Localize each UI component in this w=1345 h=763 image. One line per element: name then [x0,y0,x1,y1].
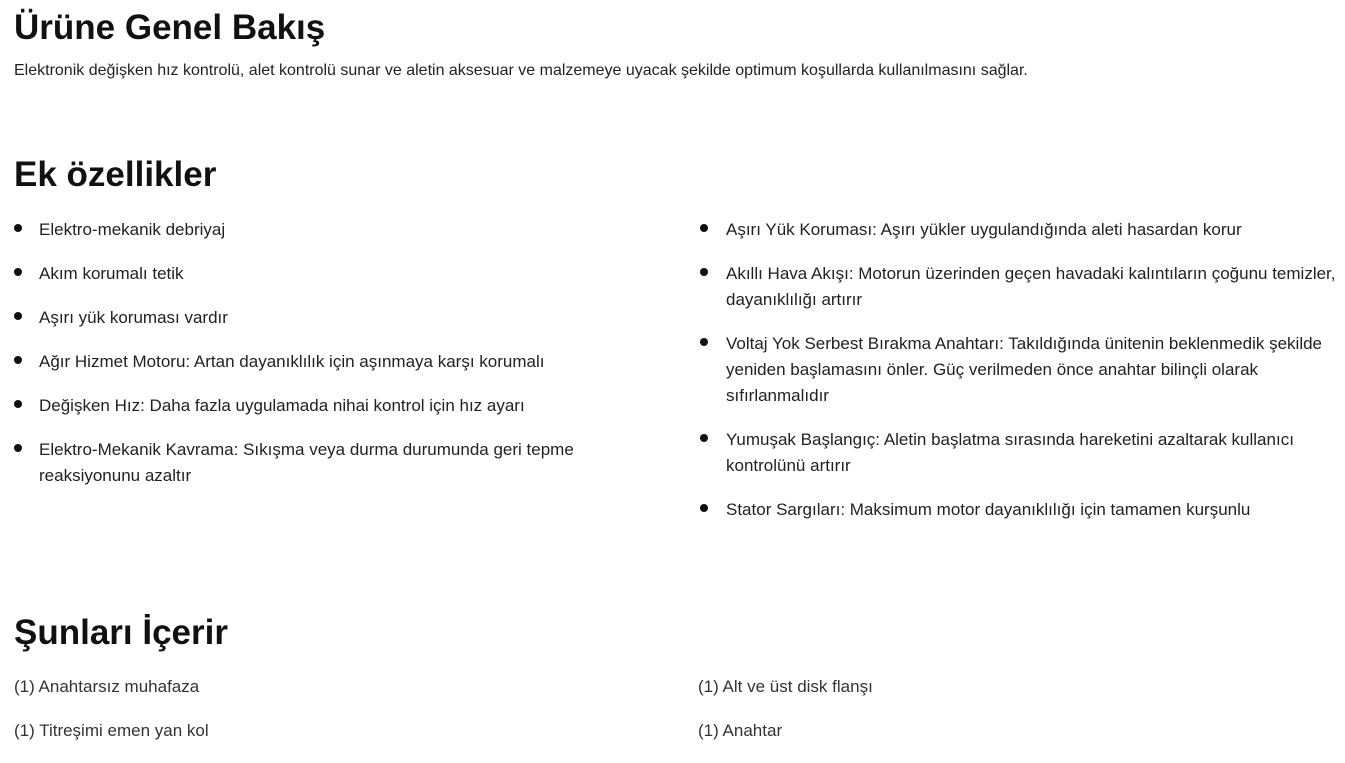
feature-item [14,393,634,419]
features-list-right [700,217,1345,541]
bullet-icon [700,338,708,346]
includes-list-right [698,675,873,763]
feature-item-text: Akım korumalı tetik [39,264,184,283]
bullet-icon [700,268,708,276]
bullet-icon [14,444,22,452]
includes-item: (1) Anahtarsız muhafaza [14,677,200,696]
feature-item-text: Aşırı Yük Koruması: Aşırı yükler uygulandığında aleti hasardan korur [726,220,1242,239]
bullet-icon [14,268,22,276]
feature-item-text: Voltaj Yok Serbest Bırakma Anahtarı: Takıldığında ünitenin beklenmedik şekilde yeniden başlamasını önler. Güç verilmeden önce anahtar bilinçli olarak sıfırlanmalıdır [726,334,1323,405]
feature-item [14,349,634,375]
bullet-icon [700,434,708,442]
feature-item [700,497,1345,523]
feature-item-text: Ağır Hizmet Motoru: Artan dayanıklılık için aşınmaya karşı korumalı [39,352,545,371]
feature-item-text: Yumuşak Başlangıç: Aletin başlatma sırasında hareketini azaltarak kullanıcı kontrolünü artırır [726,430,1294,475]
includes-title: Şunları İçerir [14,613,228,652]
features-title: Ek özellikler [14,155,217,194]
feature-item-text: Elektro-mekanik debriyaj [39,220,226,239]
includes-item: (1) Titreşimi emen yan kol [14,721,209,740]
feature-item-text: Elektro-Mekanik Kavrama: Sıkışma veya durma durumunda geri tepme reaksiyonunu azaltır [39,440,574,485]
feature-item-text: Akıllı Hava Akışı: Motorun üzerinden geçen havadaki kalıntıların çoğunu temizler, dayanıklılığı artırır [726,264,1336,309]
bullet-icon [14,312,22,320]
bullet-icon [700,224,708,232]
bullet-icon [700,504,708,512]
overview-title: Ürüne Genel Bakış [14,8,326,47]
feature-item [700,427,1345,479]
features-list-left [14,217,634,507]
feature-item [14,305,634,331]
bullet-icon [14,224,22,232]
feature-item-text: Değişken Hız: Daha fazla uygulamada nihai kontrol için hız ayarı [39,396,525,415]
bullet-icon [14,400,22,408]
bullet-icon [14,356,22,364]
feature-item [14,437,634,489]
includes-list-left [14,675,209,763]
overview-description: Elektronik değişken hız kontrolü, alet kontrolü sunar ve aletin aksesuar ve malzemeye uyacak şekilde optimum koşullarda kullanılmasını sağlar. [14,62,1028,79]
feature-item [700,261,1345,313]
feature-item-text: Stator Sargıları: Maksimum motor dayanıklılığı için tamamen kurşunlu [726,500,1251,519]
includes-item: (1) Anahtar [698,721,783,740]
feature-item [14,261,634,287]
feature-item [700,217,1345,243]
includes-item: (1) Alt ve üst disk flanşı [698,677,873,696]
feature-item [700,331,1345,409]
feature-item-text: Aşırı yük koruması vardır [39,308,228,327]
feature-item [14,217,634,243]
